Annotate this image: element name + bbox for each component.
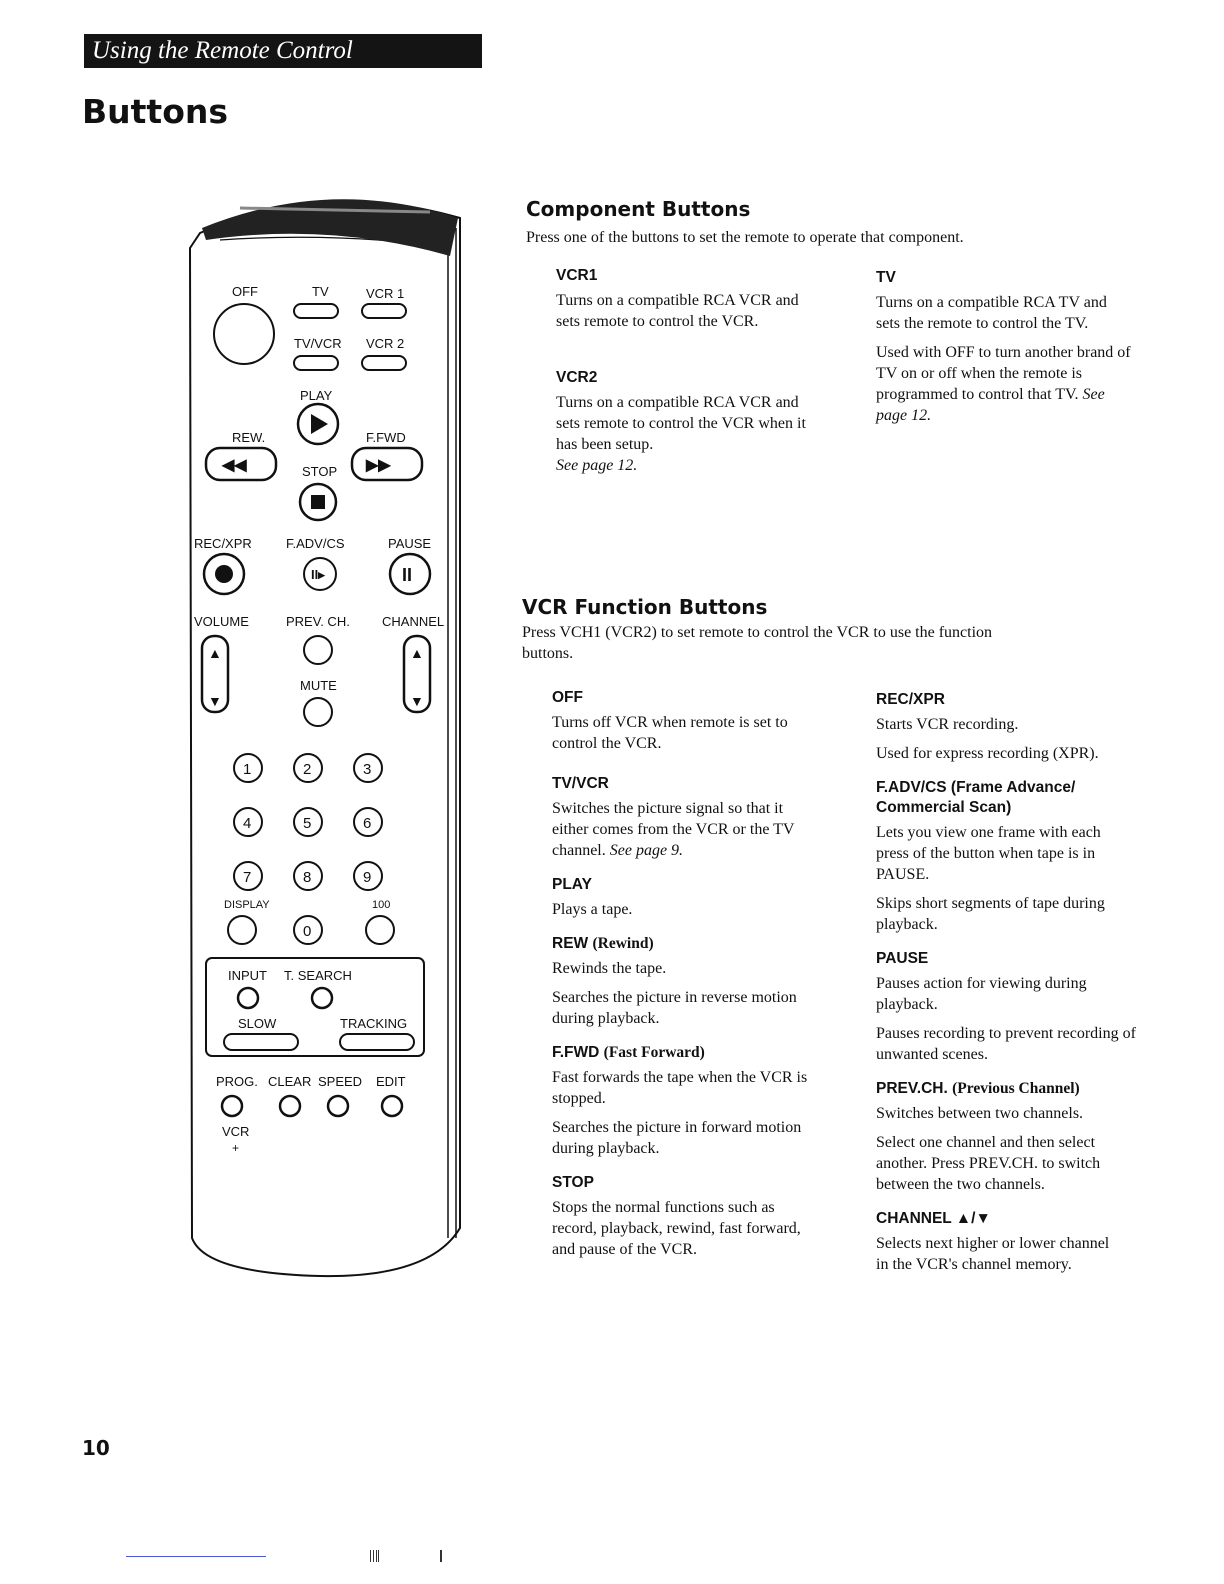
- vcr-plus-label: +: [232, 1141, 240, 1155]
- volume-channel: [194, 614, 444, 726]
- rew-label: REW.: [232, 430, 266, 445]
- pause-entry: [876, 949, 1146, 1065]
- remote-control-illustration: [180, 178, 470, 1288]
- rew-title: REW (Rewind): [552, 935, 654, 952]
- digit-7-button[interactable]: 7: [243, 869, 252, 886]
- tracking-rocker[interactable]: [340, 1034, 414, 1050]
- digit-0-button[interactable]: 0: [303, 923, 312, 940]
- recxpr-label: REC/XPR: [194, 536, 252, 551]
- record-row: [194, 536, 431, 594]
- prevch-title: PREV.CH. (Previous Channel): [876, 1080, 1080, 1097]
- digit-2-button[interactable]: 2: [303, 761, 312, 778]
- pause-label: PAUSE: [388, 536, 432, 551]
- prog-label: PROG.: [216, 1074, 258, 1089]
- tv-button[interactable]: [294, 304, 338, 318]
- page-number: 10: [82, 1436, 110, 1460]
- speed-label: SPEED: [318, 1074, 363, 1089]
- vcr1-button[interactable]: [362, 304, 406, 318]
- tv-title: TV: [876, 269, 896, 286]
- digit-1-button[interactable]: 1: [243, 761, 252, 778]
- mute-button[interactable]: [304, 698, 332, 726]
- fadv-desc-1: Lets you view one frame with each press of the button when tape is in PAUSE.: [876, 824, 1101, 883]
- vcr2-title: VCR2: [556, 369, 598, 386]
- vcr1-label: VCR 1: [366, 286, 405, 301]
- rew-entry: [552, 934, 822, 1029]
- play-title: PLAY: [552, 876, 592, 893]
- prevch-button[interactable]: [304, 636, 332, 664]
- recxpr-entry: [876, 690, 1146, 764]
- volume-up-icon: ▲: [208, 645, 222, 661]
- vcr2-desc: Turns on a compatible RCA VCR and sets remote to control the VCR when it has been setup. See page 12.: [556, 394, 806, 474]
- play-label: PLAY: [300, 388, 333, 403]
- frame-advance-icon: II▸: [311, 567, 325, 582]
- scan-mark-decoration: [370, 1548, 450, 1564]
- vcr1-entry: [556, 266, 826, 332]
- component-buttons: [214, 284, 406, 370]
- component-col-right: [876, 268, 1146, 440]
- volume-label: VOLUME: [194, 614, 249, 629]
- input-label: INPUT: [228, 968, 267, 983]
- rew-desc-1: Rewinds the tape.: [552, 960, 667, 977]
- rewind-icon: ◀◀: [222, 457, 247, 474]
- record-icon: [215, 565, 233, 583]
- display-button[interactable]: [228, 916, 256, 944]
- stop-label: STOP: [302, 464, 338, 479]
- stop-title: STOP: [552, 1174, 594, 1191]
- play-icon: [311, 414, 328, 434]
- pause-title: PAUSE: [876, 950, 929, 967]
- slow-rocker[interactable]: [224, 1034, 298, 1050]
- ffwd-entry: [552, 1043, 822, 1159]
- edit-button[interactable]: [382, 1096, 402, 1116]
- digit-8-button[interactable]: 8: [303, 869, 312, 886]
- tv-desc-1: Turns on a compatible RCA TV and sets the remote to control the TV.: [876, 294, 1107, 332]
- tv-label: TV: [312, 284, 329, 299]
- channel-entry: [876, 1209, 1146, 1275]
- ffwd-label: F.FWD: [366, 430, 406, 445]
- clear-button[interactable]: [280, 1096, 300, 1116]
- fast-forward-icon: ▶▶: [366, 457, 391, 474]
- fadv-entry: [876, 778, 1146, 935]
- prog-button[interactable]: [222, 1096, 242, 1116]
- pause-desc-2: Pauses recording to prevent recording of unwanted scenes.: [876, 1025, 1136, 1063]
- channel-title: CHANNEL ▲/▼: [876, 1210, 991, 1227]
- off-desc: Turns off VCR when remote is set to control the VCR.: [552, 714, 788, 752]
- vcr2-label: VCR 2: [366, 336, 405, 351]
- stop-icon: [311, 495, 325, 509]
- off-entry: [552, 688, 822, 754]
- prevch-label: PREV. CH.: [286, 614, 350, 629]
- tape-panel: [206, 958, 424, 1056]
- vcr1-desc: Turns on a compatible RCA VCR and sets remote to control the VCR.: [556, 292, 799, 330]
- recxpr-desc-1: Starts VCR recording.: [876, 716, 1019, 733]
- fadv-desc-2: Skips short segments of tape during playback.: [876, 895, 1105, 933]
- prevch-desc-2: Select one channel and then select another. Press PREV.CH. to switch between the two channels.: [876, 1134, 1101, 1193]
- channel-up-icon: ▲: [410, 645, 424, 661]
- transport-buttons: [206, 388, 422, 520]
- tvvcr-entry: [552, 774, 822, 861]
- vcr-col-right: [876, 690, 1146, 1289]
- mute-label: MUTE: [300, 678, 337, 693]
- prevch-entry: [876, 1079, 1146, 1195]
- digit-6-button[interactable]: 6: [363, 815, 372, 832]
- hundred-button[interactable]: [366, 916, 394, 944]
- off-label: OFF: [232, 284, 258, 299]
- off-title: OFF: [552, 689, 583, 706]
- vcr-section-title: VCR Function Buttons: [522, 595, 768, 619]
- prevch-desc-1: Switches between two channels.: [876, 1105, 1084, 1122]
- digit-9-button[interactable]: 9: [363, 869, 372, 886]
- channel-down-icon: ▼: [410, 693, 424, 709]
- tvvcr-label: TV/VCR: [294, 336, 342, 351]
- tsearch-button[interactable]: [312, 988, 332, 1008]
- volume-down-icon: ▼: [208, 693, 222, 709]
- rew-desc-2: Searches the picture in reverse motion during playback.: [552, 989, 797, 1027]
- vcr-intro: Press VCH1 (VCR2) to set remote to control the VCR to use the function buttons.: [522, 624, 993, 662]
- component-col-left: [556, 266, 826, 490]
- off-button[interactable]: [214, 304, 274, 364]
- tvvcr-title: TV/VCR: [552, 775, 609, 792]
- ffwd-desc-2: Searches the picture in forward motion during playback.: [552, 1119, 802, 1157]
- slow-label: SLOW: [238, 1016, 277, 1031]
- fadvcs-label: F.ADV/CS: [286, 536, 345, 551]
- fadv-title: F.ADV/CS (Frame Advance/ Commercial Scan): [876, 779, 1076, 816]
- play-entry: [552, 875, 822, 920]
- tsearch-label: T. SEARCH: [284, 968, 352, 983]
- stop-entry: [552, 1173, 822, 1260]
- channel-desc: Selects next higher or lower channel in the VCR's channel memory.: [876, 1235, 1110, 1273]
- clear-label: CLEAR: [268, 1074, 312, 1089]
- bottom-row: [216, 1074, 406, 1155]
- section-banner: Using the Remote Control: [84, 34, 482, 68]
- ffwd-desc-1: Fast forwards the tape when the VCR is stopped.: [552, 1069, 808, 1107]
- digit-5-button[interactable]: 5: [303, 815, 312, 832]
- edit-label: EDIT: [376, 1074, 406, 1089]
- tv-entry: [876, 268, 1146, 426]
- input-button[interactable]: [238, 988, 258, 1008]
- pause-icon: II: [402, 565, 413, 585]
- ffwd-title: F.FWD (Fast Forward): [552, 1044, 705, 1061]
- hundred-label: 100: [372, 899, 391, 911]
- component-section-title: Component Buttons: [526, 197, 751, 221]
- vcr-col-left: [552, 688, 822, 1274]
- digit-4-button[interactable]: 4: [243, 815, 252, 832]
- recxpr-desc-2: Used for express recording (XPR).: [876, 745, 1099, 762]
- tracking-label: TRACKING: [340, 1016, 408, 1031]
- number-pad: [224, 754, 394, 944]
- vcr-label: VCR: [222, 1124, 250, 1139]
- vcr2-button[interactable]: [362, 356, 406, 370]
- display-label: DISPLAY: [224, 899, 270, 911]
- channel-label: CHANNEL: [382, 614, 445, 629]
- recxpr-title: REC/XPR: [876, 691, 945, 708]
- footer-rule: [126, 1556, 266, 1557]
- vcr2-entry: [556, 368, 826, 476]
- stop-desc: Stops the normal functions such as record, playback, rewind, fast forward, and pause of the VCR.: [552, 1199, 801, 1258]
- tvvcr-button[interactable]: [294, 356, 338, 370]
- pause-desc-1: Pauses action for viewing during playback.: [876, 975, 1087, 1013]
- tv-desc-2: Used with OFF to turn another brand of TV on or off when the remote is programmed to control that TV. See page 12.: [876, 344, 1131, 424]
- component-intro: Press one of the buttons to set the remote to operate that component.: [526, 229, 964, 246]
- tvvcr-desc: Switches the picture signal so that it either comes from the VCR or the TV channel. See page 9.: [552, 800, 795, 859]
- page-title: Buttons: [82, 92, 229, 131]
- speed-button[interactable]: [328, 1096, 348, 1116]
- play-desc: Plays a tape.: [552, 901, 633, 918]
- vcr1-title: VCR1: [556, 267, 598, 284]
- digit-3-button[interactable]: 3: [363, 761, 372, 778]
